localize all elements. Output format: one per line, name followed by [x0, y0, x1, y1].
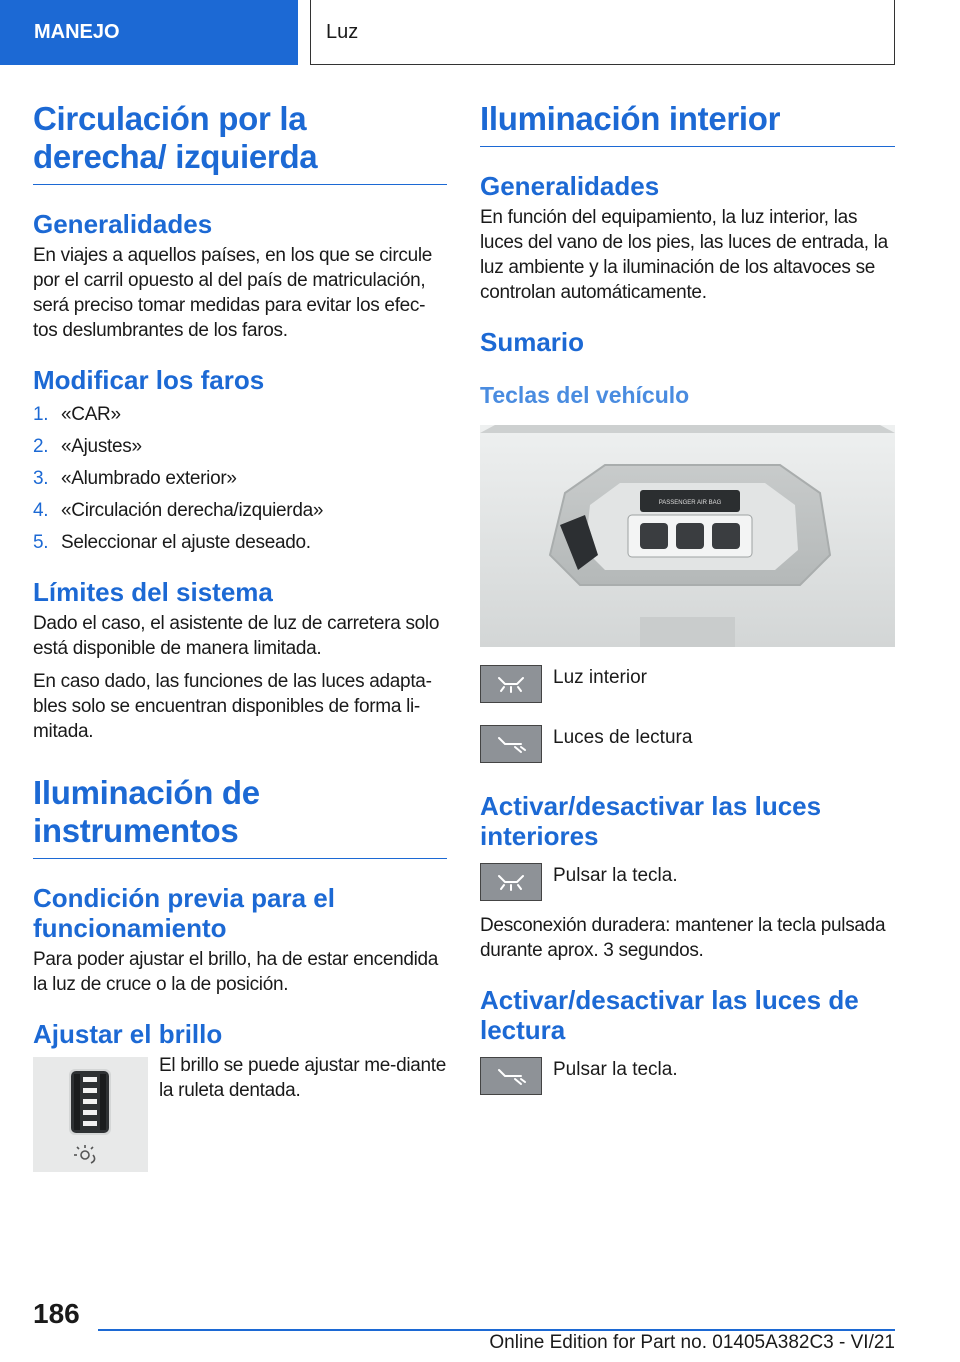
reading-light-icon	[491, 1064, 531, 1088]
heading-general-right: Generalidades	[480, 171, 660, 201]
list-item: 2. «Ajustes»	[33, 436, 142, 457]
dome-light-icon	[491, 870, 531, 894]
photo-label: PASSENGER AIR BAG	[658, 500, 722, 506]
heading-interior-lighting: Iluminación interior	[480, 100, 895, 147]
reading-light-icon	[491, 732, 531, 756]
general-text: En viajes a aquellos países, en los que se circule por el carril opuesto al del país de matriculación, será preciso tomar medidas para evitar los efec-tos deslumbrantes de los faros.	[33, 245, 433, 341]
thumbwheel-icon	[33, 1057, 148, 1172]
heading-adjust-brightness: Ajustar el brillo	[33, 1019, 223, 1049]
toggle-interior-note: Desconexión duradera: mantener la tecla pulsada durante aprox. 3 segundos.	[480, 915, 886, 961]
toggle-interior-row	[480, 863, 895, 901]
header-section: MANEJO	[0, 0, 298, 65]
heading-overview: Sumario	[480, 327, 585, 357]
overhead-console-image	[480, 425, 895, 647]
list-item: 3. «Alumbrado exterior»	[33, 468, 237, 489]
overhead-console-photo	[480, 425, 895, 647]
dome-light-icon	[491, 672, 531, 696]
list-item: 1. «CAR»	[33, 404, 121, 425]
reading-light-key	[480, 725, 542, 763]
list-item: 5. Seleccionar el ajuste deseado.	[33, 532, 311, 553]
footer-divider	[98, 1329, 895, 1331]
header-chapter: Luz	[310, 0, 895, 65]
brightness-row	[33, 1057, 447, 1172]
reading-light-key-2	[480, 1057, 542, 1095]
key-row-reading-light	[480, 725, 895, 763]
heading-precondition: Condición previa para el funcionamiento	[33, 883, 335, 943]
left-column	[33, 100, 447, 1172]
key-label-reading: Luces de lectura	[553, 727, 693, 748]
key-row-dome-light	[480, 665, 895, 703]
steps-list	[33, 399, 447, 559]
heading-system-limits: Límites del sistema	[33, 577, 273, 607]
heading-vehicle-keys: Teclas del vehículo	[480, 382, 690, 408]
heading-toggle-interior: Activar/desactivar las luces interiores	[480, 791, 822, 851]
list-item: 4. «Circulación derecha/izquierda»	[33, 500, 324, 521]
dome-light-key	[480, 665, 542, 703]
toggle-interior-text: Pulsar la tecla.	[553, 865, 678, 886]
dome-light-key-2	[480, 863, 542, 901]
right-column	[480, 100, 895, 1095]
page-number: 186	[33, 1298, 80, 1329]
toggle-reading-row	[480, 1057, 895, 1095]
key-label-dome: Luz interior	[553, 667, 647, 688]
toggle-reading-text: Pulsar la tecla.	[553, 1059, 678, 1080]
general-right-text: En función del equipamiento, la luz interior, las luces del vano de los pies, las luces de entrada, la luz ambiente y la iluminación de los altavoces se controlan automáticamente.	[480, 207, 888, 303]
limits-text-1: Dado el caso, el asistente de luz de carretera solo está disponible de manera limitada.	[33, 613, 440, 659]
limits-text-2: En caso dado, las funciones de las luces adapta-bles solo se encuentran disponibles de forma li-mitada.	[33, 671, 432, 742]
heading-right-left-driving: Circulación por la derecha/ izquierda	[33, 100, 447, 185]
brightness-text: El brillo se puede ajustar me-diante la ruleta dentada.	[159, 1055, 447, 1101]
precondition-text: Para poder ajustar el brillo, ha de estar encendida la luz de cruce o la de posición.	[33, 949, 439, 995]
edition-note: Online Edition for Part no. 01405A382C3 - VI/21	[489, 1332, 895, 1353]
heading-instrument-lighting: Iluminación de instrumentos	[33, 774, 447, 859]
heading-modify-headlights: Modificar los faros	[33, 365, 265, 395]
heading-general: Generalidades	[33, 209, 213, 239]
heading-toggle-reading: Activar/desactivar las luces de lectura	[480, 985, 859, 1045]
thumbwheel-photo	[33, 1057, 148, 1172]
